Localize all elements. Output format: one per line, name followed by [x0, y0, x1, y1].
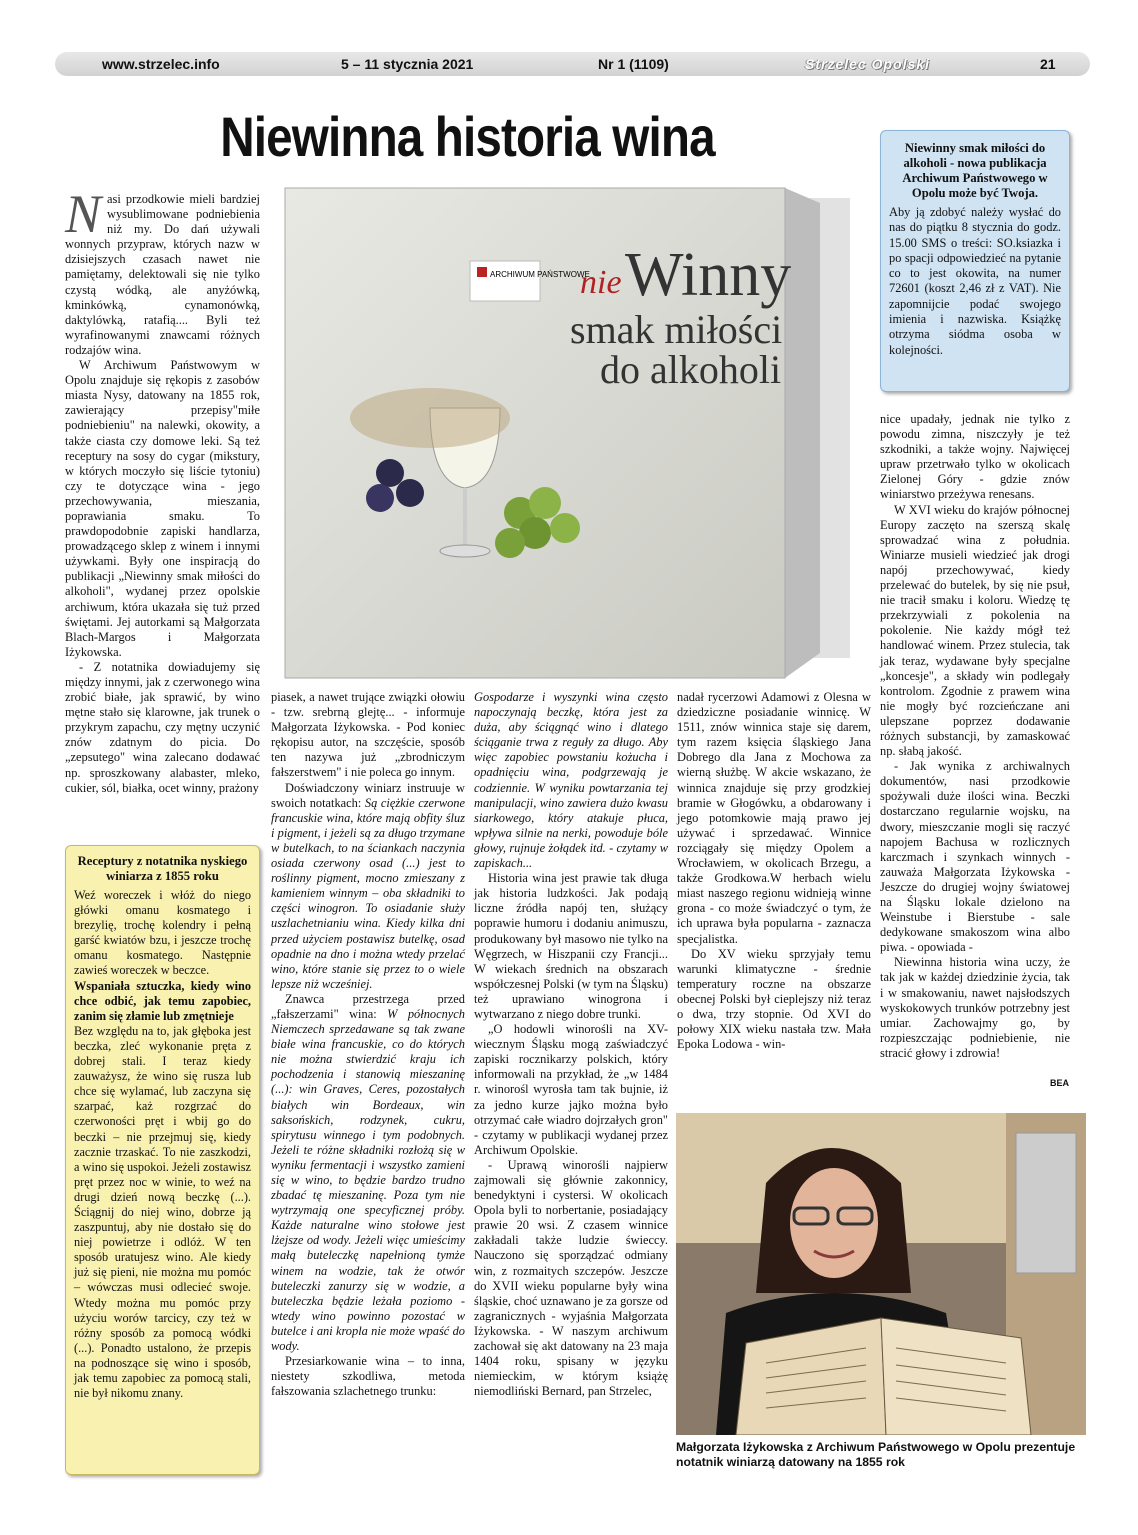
paragraph: Do XV wieku sprzyjały temu warunki klimatyczne - średnie temperatury roczne na obszarze obecnej Polski był cieplejszy niż teraz o dwa, trzy stopnie. Od XVI do połowy XIX wieku nastała tzw. Mała Epoka Lodowa - win-: [677, 946, 871, 1052]
cover-title-winny: Winny: [625, 241, 792, 309]
paragraph: asi przodkowie mieli bardziej wysublimowane podniebienia niż my. Do dań używali wonnych przypraw, których nazw w dzisiejszych czasach nawet nie pamiętamy, delektowali się nie tylko czystą wódką, ale anyżówką, kminkówką, cynamonówką, daktylówką, ratafią.... Byli też wyrafinowanymi znawcami różnych rodzajów wina.: [65, 192, 260, 357]
paragraph: W Archiwum Państwowym w Opolu znajduje się rękopis z zasobów miasta Nysy, datowany na 1855 rok, zawierający przepisy"miłe podniebieniu" na nalewki, okowity, a także ciasta czy domowe leki. Są też receptury na sosy do cygar (mikstury, w których moczyło się liście tytoniu) czy te dotyczące wina - jego przechowywania, mieszania, poprawiania smaku. To prawdopodobnie zapiski handlarza, prowadzącego sklep z winem i innymi używkami. Były one inspiracją do publikacji „Niewinny smak miłości do alkoholi", wydanej przez opolskie archiwum, która ukazała się tuż przed świętami. Jej autorkami są Małgorzata Blach-Margos i Małgorzata Iżykowska.: [65, 358, 260, 659]
recipe-paragraph: Weź woreczek i włóż do niego główki omanu kosmatego i brezylię, trochę kolendry i pełną garść kwiatów bzu, i jeszcze trochę omanu kosmatego. Następnie zawieś woreczek w beczce.: [74, 888, 251, 978]
drop-cap: N: [65, 184, 102, 244]
paragraph: Historia wina jest prawie tak długa jak historia ludzkości. Jak podają liczne źródła napój ten, służący poprawie humoru i dodaniu animuszu, produkowany był masowo nie tylko na Węgrzech, w Hiszpanii czy Francji... W wiekach średnich na obszarach współczesnej Polski (w tym na Śląsku) też uprawiano winogrona i wytwarzano z niego dobre trunki.: [474, 871, 668, 1021]
paragraph: Niewinna historia wina uczy, że tak jak w każdej dziedzinie życia, tak i w smakowaniu, nawet najsłodszych wyskokowych trunków potrzebny jest umiar. Zachowajmy go, by rozpieszczając podniebienie, nie stracić głowy i zdrowia!: [880, 955, 1070, 1060]
paragraph-intro: Znawca przestrzega przed „fałszerzami" wina:: [271, 991, 465, 1021]
sidebar-title: Receptury z notatnika nyskiego winiarza z 1855 roku: [77, 854, 248, 883]
quote: Są ciężkie czerwone francuskie wina, które mają obfity śluz i pigment, i jeżeli są za długo trzymane w butelkach, to na ściankach naczynia osiada czerwony osad (...) jest to roślinny pigment, mocno zmieszany z kamieniem winnym – oba składniki to części winogron. To osiadanie służy uszlachetnianiu wina. Kiedy kilka dni przed użyciem postawisz butelkę, osad opadnie na dno i można wtedy przelać wino, które stanie się przez to o wiele lepsze niż wcześniej.: [271, 795, 465, 991]
newspaper-brand: Strzelec Opolski: [805, 56, 930, 72]
paragraph: nice upadały, jednak nie tylko z powodu zimna, niszczyły je też szkodniki, a także wojny. Najwięcej upraw przetrwało tylko w okolicach Zielonej Góry - gdzie znów winiarstwo przeżywa renesans.: [880, 412, 1070, 502]
giveaway-title: Niewinny smak miłości do alkoholi - nowa publikacja Archiwum Państwowego w Opolu może być Twoja.: [902, 141, 1048, 200]
paragraph: nadał rycerzowi Adamowi z Olesna w dziedziczne posiadanie winnicę. W 1511, znów winnica staje się darem, tym razem księcia śląskiego Jana Dobrego dla Jana z Mochowa za wierną służbę. W akcie wskazano, że winnica znajduje się przy grodzkiej bramie w Głogówku, a obdarowany i jego potomkowie mają prawo jej używać i sprzedawać. Winnice rozciągały się między Opolem a Wrocławiem, w okolicach Brzegu, a także Grodkowa.W herbach wielu miast naszego regionu widnieją winne grona - co może świadczyć o tym, że ich uprawa była popularna - zaznacza specjalistka.: [677, 690, 871, 946]
quote: Gospodarze i wyszynki wina często napoczynają beczkę, która jest za duża, aby ściągnąć wino i dlatego ściąganie trwa z reguły za długo. Aby więc zapobiec powstaniu kożucha i opadnięciu wina, podgrzewają je codziennie. W wyniku powtarzania tej manipulacji, wino zawiera dużo kwasu siarkowego, który atakuje płuca, wpływa silnie na nerki, powoduje bóle głowy, rujnuje żołądek itd. - czytamy w zapiskach...: [474, 690, 668, 871]
paragraph: piasek, a nawet trujące związki ołowiu - tzw. srebrną glejtę... - informuje Małgorzata Iżykowska. - Pod koniec rękopisu autor, na szczęście, sposób ten nazywa już „zbrodniczym fałszerstwem" i nie poleca go innym.: [271, 690, 465, 780]
recipe-paragraph: Bez względu na to, jak głęboka jest beczka, zleć wykonanie pręta z dobrej stali. I teraz kiedy zauważysz, że wino się rusza lub chce się wylamać, lub zaczyna się szarpać, każ rozgrzać do czerwoności pręt i wbij go do beczki – nie przejmuj się, kiedy zacznie trzaskać. To nie zaszkodzi, a wino się uspokoi. Jeżeli zostawisz pręt przez noc w winie, to weź na drugi dzień nową beczkę (...). Ściągnij do niej wino, dobrze ją zaszpuntuj, aby nie dostało się do niej powietrze i odlóż. W ten sposób uratujesz wino. Ale kiedy już się pieni, nie można mu pomóc – wówczas musi odlecieć swoje. Wtedy można mu pomóc przy użyciu worów tarcicy, czy też w różny sposób za pomocą wódki (...). Ponadto ustalono, że przepis na podnoszące się wino i sposób, jak temu zapobiec za pomocą stali, nie był nikomu znany.: [74, 1023, 251, 1401]
issue-date: 5 – 11 stycznia 2021: [341, 56, 474, 72]
page-number: 21: [1040, 56, 1056, 72]
giveaway-box: [880, 130, 1070, 392]
cover-title-line3: do alkoholi: [600, 347, 782, 392]
book-cover-image: [280, 183, 860, 683]
paragraph: Przesiarkowanie wina – to inna, niestety szkodliwa, metoda fałszowania szlachetnego trunku:: [271, 1354, 465, 1399]
publisher-logo: ARCHIWUM PAŃSTWOWE: [490, 270, 590, 279]
photo-caption: Małgorzata Iżykowska z Archiwum Państwowego w Opolu prezentuje notatnik winiarzą datowany na 1855 rok: [676, 1440, 1076, 1469]
website-link[interactable]: www.strzelec.info: [102, 56, 220, 72]
column-3: [474, 690, 668, 1399]
recipe-heading: Wspaniała sztuczka, kiedy wino chce odbić, jak temu zapobiec, zanim się złamie lub zmętnieje: [74, 978, 251, 1023]
paragraph: „O hodowli winorośli na XV-wiecznym Śląsku mogą zaświadczyć zapiski rocznikarzy polskich, który informowali na przykład, że „w 1484 r. winorośl wyrosła tam tak bujnie, iż za jedno kurze jajko można było otrzymać całe wiadro dojrzałych gron" - czytamy w publikacji wydanej przez Archiwum Opolskie.: [474, 1022, 668, 1157]
paragraph: - Jak wynika z archiwalnych dokumentów, nasi przodkowie spożywali duże ilości wina. Beczki dostarczano regularnie wojsku, na dwory, mieszczanie mogli się raczyć napojem Bachusa w rozlicznych karczmach i szynkach winnych - zauważa Małgorzata Iżykowska - Jeszcze do drugiej wojny światowej na Śląsku lokale dzielono na Weinstube i Bierstube - sale dedykowane smakoszom wina albo piwa. - opowiada -: [880, 759, 1070, 955]
article-title: Niewinna historia wina: [220, 105, 715, 168]
issue-number: Nr 1 (1109): [598, 56, 669, 72]
cover-title-nie: nie: [580, 264, 622, 301]
page-header: [55, 52, 1090, 76]
column-1: [65, 184, 260, 796]
paragraph: W XVI wieku do krajów północnej Europy zaczęto na szerszą skalę sprowadzać wina z południa. Winiarze musieli wiedzieć jak drogi napój przechowywać, kiedy przelewać do butelek, by się nie psuł, nie tracił smaku i koloru. Wiedzę tę przekrzywiali z pokolenia na pokolenie. Nie każdy mógł też handlować winem. Przez stulecia, tak jak teraz, wydawane były specjalne „koncesje", a składy win podlegały kontrolom. Zgodnie z prawem wina nie mogły być rozcieńczane ani ulepszane poprzez dodawanie różnych substancji, by zamaskować np. słabą jakość.: [880, 502, 1070, 759]
paragraph: - Z notatnika dowiadujemy się między innymi, jak z czerwonego wina zrobić białe, jak sprawić, by wino mętne stało się klarowne, jak trunek o przykrym zapachu, czy mętny uczynić znów zdatnym do picia. Do „zepsutego" wina zalecano dodawać np. sproszkowany alabaster, mleko, cukier, sól, białka, ocet winny, prażony: [65, 659, 260, 795]
column-5: [880, 412, 1070, 1061]
column-2: [271, 690, 465, 1399]
paragraph: - Uprawą winorośli najpierw zajmowali się głównie zakonnicy, benedyktyni i cystersi. W okolicach Opola byli to norbertanie, posiadający prawie 20 wsi. Z czasem winnice zakładali także ludzie świeccy. Nauczono się sporządzać odmiany win, z rozmaitych szczepów. Jeszcze do XVII wieku popularne były wina śląskie, choć uznawano je za gorsze od zagranicznych - wyjaśnia Małgorzata Iżykowska. - W naszym archiwum zachował się akt datowany na 23 maja 1404 roku, spisany w języku niemieckim, w którym książę niemodliński Bernard, pan Strzelec,: [474, 1157, 668, 1399]
recipes-sidebar-box: [65, 845, 260, 1475]
cover-title-line2: smak miłości: [570, 307, 783, 352]
woman-with-notebook-photo: [676, 1113, 1086, 1435]
paragraph-intro: Doświadczony winiarz instruuje w swoich notatkach:: [271, 780, 465, 810]
giveaway-text: Aby ją zdobyć należy wysłać do nas do piątku 8 stycznia do godz. 15.00 SMS o treści: SO.ksiazka i po spacji odpowiedzieć na pytanie co to jest okowita, na numer 72601 (koszt 2,46 zł z VAT). Nie zapomnijcie podać swojego imienia i nazwiska. Książkę otrzyma siódma osoba w kolejności.: [889, 205, 1061, 357]
quote: W północnych Niemczech sprzedawane są tak zwane białe wina francuskie, co do których nie można stwierdzić kraju ich pochodzenia i stanowią mieszaninę (...): win Graves, Ceres, pozostałych białych win Bordeaux, win saksońskich, rodzynek, cukru, spirytusu winnego i tym podobnych. Jeżeli te różne składniki rozłożą się w wyniku fermentacji i wszystko zamieni się w wino, to będzie bardzo trudno zbadać tę mieszaninę. Poza tym nie wytrzymają one specyficznej próby. Każde naturalne wino stołowe jest lżejsze od wody. Jeżeli więc umieścimy małą buteleczkę napełnioną tymże winem na wodzie, tak że otwór buteleczki zanurzy się w wodzie, a buteleczka będzie leżała poziomo - wtedy wino powinno pozostać w butelce i ani kropla nie może wpaść do wody.: [271, 1006, 465, 1354]
author-signature: BEA: [1050, 1078, 1070, 1088]
column-4: [677, 690, 871, 1052]
